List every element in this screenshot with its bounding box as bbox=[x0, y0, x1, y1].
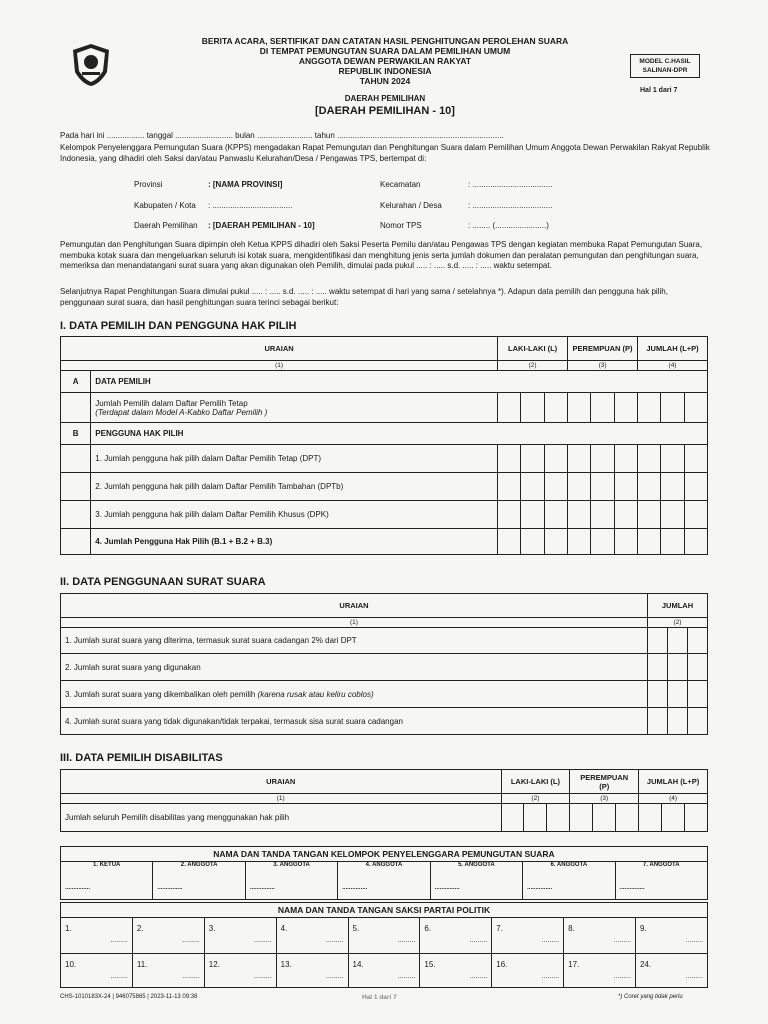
s1-b-code: B bbox=[61, 423, 91, 445]
s1-num-4: (4) bbox=[638, 361, 708, 371]
s1-a-spacer bbox=[61, 393, 91, 423]
s2-col-uraian: URAIAN bbox=[61, 594, 648, 618]
s3-col-perempuan: PEREMPUAN (P) bbox=[570, 770, 639, 794]
kpps-signature-table bbox=[60, 846, 708, 900]
kpps-sign-anggota-7[interactable] bbox=[615, 862, 707, 900]
s1-b4-box[interactable] bbox=[544, 529, 567, 555]
section-1-title: I. DATA PEMILIH DAN PENGGUNA HAK PILIH bbox=[60, 320, 297, 332]
s1-a-row1 bbox=[91, 393, 498, 423]
saksi-dots: ......... bbox=[541, 973, 560, 980]
s1-b1-box[interactable] bbox=[591, 445, 614, 473]
s1-b3-box[interactable] bbox=[568, 501, 591, 529]
kpps-role: 1. KETUA bbox=[93, 862, 121, 868]
s1-num-3: (3) bbox=[568, 361, 638, 371]
s1-b3-box[interactable] bbox=[544, 501, 567, 529]
s2-row3 bbox=[61, 681, 648, 708]
s1-b3-box[interactable] bbox=[498, 501, 521, 529]
s2-r2-box[interactable] bbox=[668, 654, 688, 681]
s1-b-spacer-1 bbox=[61, 445, 91, 473]
saksi-dots: ......... bbox=[541, 937, 560, 944]
s2-r4-box[interactable] bbox=[688, 708, 708, 735]
footer-code: CHS-1010183X-24 | 946075865 | 2023-11-13 09:38 bbox=[60, 994, 198, 1000]
kpps-role: 2. ANGGOTA bbox=[180, 862, 218, 868]
saksi-dots: ......... bbox=[254, 973, 272, 980]
footer-note: *) Coret yang tidak perlu bbox=[618, 994, 683, 1000]
s1-b1-box[interactable] bbox=[568, 445, 591, 473]
saksi-sign-cell[interactable] bbox=[564, 918, 636, 954]
s1-b-spacer-4 bbox=[61, 529, 91, 555]
saksi-number: 5. bbox=[352, 924, 360, 933]
s1-a-row1-note: (Terdapat dalam Model A-Kabko Daftar Pemilih ) bbox=[95, 407, 268, 417]
s2-r1-box[interactable] bbox=[648, 628, 668, 654]
kpps-dots: ............... bbox=[249, 885, 275, 891]
saksi-dots: ......... bbox=[613, 937, 631, 944]
model-line-2: SALINAN-DPR bbox=[642, 67, 688, 74]
saksi-number: 11. bbox=[136, 960, 148, 969]
body-paragraph-2: Selanjutnya Rapat Penghitungan Suara dimulai pukul ..... : ..... s.d. ..... : ..... waktu setempat di hari yang sama / setelahnya *). Adapun data pemilih dan pengguna hak pilih, penggunaan surat suara, dan hasil penghitungan suara terinci sebagai berikut: bbox=[60, 287, 668, 307]
model-line-1: MODEL C.HASIL bbox=[639, 58, 691, 65]
intro-date-line: Pada hari ini ................. tanggal .......................... bulan ......................... tahun ........................................................................... bbox=[60, 131, 504, 140]
saksi-dots: ......... bbox=[325, 937, 344, 944]
header-line-1: BERITA ACARA, SERTIFIKAT DAN CATATAN HASIL PENGHITUNGAN PEROLEHAN SUARA bbox=[201, 36, 569, 46]
s3-col-laki: LAKI-LAKI (L) bbox=[501, 770, 570, 794]
saksi-sign-cell[interactable] bbox=[348, 954, 420, 988]
s2-col-jumlah: JUMLAH bbox=[648, 594, 708, 618]
saksi-sign-cell[interactable] bbox=[492, 954, 564, 988]
s1-b4-box[interactable] bbox=[498, 529, 521, 555]
s2-r3-box[interactable] bbox=[668, 681, 688, 708]
tps-label: Nomor TPS bbox=[380, 221, 422, 230]
saksi-number: 2. bbox=[136, 924, 144, 933]
s1-b2-box[interactable] bbox=[544, 473, 567, 501]
saksi-number: 10. bbox=[65, 960, 77, 969]
s1-b4-box[interactable] bbox=[521, 529, 544, 555]
kabupaten-label: Kabupaten / Kota bbox=[134, 201, 196, 210]
s2-row3-label: 3. Jumlah surat suara yang dikembalikan oleh pemilih bbox=[65, 689, 258, 699]
s1-b1-box[interactable] bbox=[661, 445, 684, 473]
s1-b1-box[interactable] bbox=[684, 445, 707, 473]
s1-b3-box[interactable] bbox=[591, 501, 614, 529]
saksi-sign-cell[interactable] bbox=[132, 954, 204, 988]
s1-b2-box[interactable] bbox=[614, 473, 637, 501]
kpps-dots: ............... bbox=[527, 885, 553, 891]
s1-b4-box[interactable] bbox=[638, 529, 661, 555]
s2-r1-box[interactable] bbox=[668, 628, 688, 654]
saksi-number: 3. bbox=[208, 924, 216, 933]
s1-b2-box[interactable] bbox=[661, 473, 684, 501]
saksi-number: 12. bbox=[208, 960, 220, 969]
header-line-5: TAHUN 2024 bbox=[359, 76, 411, 86]
s1-b2-box[interactable] bbox=[684, 473, 707, 501]
saksi-number: 16. bbox=[496, 960, 508, 969]
kpps-title: NAMA DAN TANDA TANGAN KELOMPOK PENYELENGGARA PEMUNGUTAN SUARA bbox=[61, 847, 708, 862]
s1-a-l-3[interactable] bbox=[544, 393, 567, 423]
saksi-number: 13. bbox=[280, 960, 292, 969]
section-2-title: II. DATA PENGGUNAAN SURAT SUARA bbox=[60, 576, 266, 588]
s3-box[interactable] bbox=[524, 804, 547, 832]
kpps-role: 3. ANGGOTA bbox=[273, 862, 310, 868]
saksi-number: 24. bbox=[640, 960, 652, 969]
kecamatan-label: Kecamatan bbox=[380, 180, 421, 189]
s1-a-row1-label: Jumlah Pemilih dalam Daftar Pemilih Tetap bbox=[95, 398, 248, 408]
kpps-role: 5. ANGGOTA bbox=[458, 862, 495, 868]
dapil-value: [DAERAH PEMILIHAN - 10] bbox=[315, 105, 455, 117]
s1-num-2: (2) bbox=[498, 361, 568, 371]
saksi-number: 8. bbox=[568, 924, 575, 933]
saksi-sign-cell[interactable] bbox=[636, 918, 708, 954]
saksi-sign-cell[interactable] bbox=[636, 954, 708, 988]
s3-box[interactable] bbox=[570, 804, 593, 832]
kelurahan-value: : .................................... bbox=[468, 201, 553, 210]
section-2-table bbox=[60, 593, 708, 735]
section-3-title: III. DATA PEMILIH DISABILITAS bbox=[60, 752, 223, 764]
s1-b1-box[interactable] bbox=[498, 445, 521, 473]
saksi-number: 4. bbox=[280, 924, 288, 933]
s1-b4-box[interactable] bbox=[614, 529, 637, 555]
kelurahan-label: Kelurahan / Desa bbox=[380, 201, 442, 210]
tps-value: : ........ (.......................) bbox=[468, 221, 549, 230]
s1-b2-box[interactable] bbox=[638, 473, 661, 501]
s1-b-title: PENGGUNA HAK PILIH bbox=[91, 423, 708, 445]
s3-num-1: (1) bbox=[61, 794, 502, 804]
saksi-dots: ......... bbox=[685, 937, 703, 944]
s3-col-jumlah: JUMLAH (L+P) bbox=[639, 770, 708, 794]
s1-col-uraian: URAIAN bbox=[61, 337, 498, 361]
header-line-4: REPUBLIK INDONESIA bbox=[338, 66, 432, 76]
s2-r1-box[interactable] bbox=[688, 628, 708, 654]
s1-b1-box[interactable] bbox=[544, 445, 567, 473]
s2-row1: 1. Jumlah surat suara yang diterima, termasuk surat suara cadangan 2% dari DPT bbox=[61, 628, 648, 654]
saksi-number: 9. bbox=[640, 924, 647, 933]
kpps-dots: ............... bbox=[157, 885, 183, 891]
page-indicator: Hal 1 dari 7 bbox=[640, 87, 678, 94]
section-1-table bbox=[60, 336, 708, 555]
s1-a-l-1[interactable] bbox=[498, 393, 521, 423]
s2-r3-box[interactable] bbox=[688, 681, 708, 708]
s2-r4-box[interactable] bbox=[648, 708, 668, 735]
saksi-sign-cell[interactable] bbox=[132, 918, 204, 954]
s3-box[interactable] bbox=[501, 804, 524, 832]
footer-page: Hal 1 dari 7 bbox=[362, 994, 397, 1001]
saksi-sign-cell[interactable] bbox=[276, 918, 348, 954]
dapil-label: DAERAH PEMILIHAN bbox=[344, 94, 426, 103]
s1-a-j-3[interactable] bbox=[684, 393, 707, 423]
s1-b3-box[interactable] bbox=[614, 501, 637, 529]
saksi-title: NAMA DAN TANDA TANGAN SAKSI PARTAI POLITIK bbox=[61, 903, 708, 918]
s2-row4: 4. Jumlah surat suara yang tidak digunakan/tidak terpakai, termasuk sisa surat suara cadangan bbox=[61, 708, 648, 735]
saksi-dots: ......... bbox=[397, 973, 416, 980]
s1-b-spacer-2 bbox=[61, 473, 91, 501]
saksi-sign-cell[interactable] bbox=[204, 954, 276, 988]
saksi-dots: ......... bbox=[110, 937, 128, 944]
kecamatan-value: : .................................... bbox=[468, 180, 553, 189]
s3-box[interactable] bbox=[685, 804, 708, 832]
section-3-table bbox=[60, 769, 708, 832]
s3-num-2: (2) bbox=[501, 794, 570, 804]
s1-b3-box[interactable] bbox=[684, 501, 707, 529]
saksi-dots: ......... bbox=[397, 937, 416, 944]
saksi-sign-cell[interactable] bbox=[564, 954, 636, 988]
s3-col-uraian: URAIAN bbox=[61, 770, 502, 794]
s1-b-row1: 1. Jumlah pengguna hak pilih dalam Daftar Pemilih Tetap (DPT) bbox=[91, 445, 498, 473]
s1-num-1: (1) bbox=[61, 361, 498, 371]
saksi-dots: ......... bbox=[469, 937, 488, 944]
kpps-sign-anggota-6[interactable] bbox=[523, 862, 615, 900]
kpps-role: 6. ANGGOTA bbox=[550, 862, 588, 868]
saksi-dots: ......... bbox=[182, 973, 200, 980]
s3-row1: Jumlah seluruh Pemilih disabilitas yang menggunakan hak pilih bbox=[61, 804, 502, 832]
kpps-dots: ............... bbox=[434, 885, 460, 891]
saksi-sign-cell[interactable] bbox=[492, 918, 564, 954]
s1-b-row2: 2. Jumlah pengguna hak pilih dalam Daftar Pemilih Tambahan (DPTb) bbox=[91, 473, 498, 501]
saksi-dots: ......... bbox=[469, 973, 488, 980]
s1-a-j-1[interactable] bbox=[638, 393, 661, 423]
saksi-number: 15. bbox=[424, 960, 436, 969]
s1-col-perempuan: PEREMPUAN (P) bbox=[568, 337, 638, 361]
s2-r3-box[interactable] bbox=[648, 681, 668, 708]
saksi-number: 7. bbox=[496, 924, 503, 933]
saksi-signature-table bbox=[60, 902, 708, 988]
kpps-dots: ............... bbox=[619, 885, 645, 891]
header-title bbox=[150, 36, 620, 86]
s1-b2-box[interactable] bbox=[498, 473, 521, 501]
s3-box[interactable] bbox=[639, 804, 662, 832]
s1-b4-box[interactable] bbox=[661, 529, 684, 555]
s1-b2-box[interactable] bbox=[521, 473, 544, 501]
s1-col-jumlah: JUMLAH (L+P) bbox=[638, 337, 708, 361]
dapil-row-value: : [DAERAH PEMILIHAN - 10] bbox=[208, 221, 315, 230]
saksi-sign-cell[interactable] bbox=[61, 954, 133, 988]
header-line-2: DI TEMPAT PEMUNGUTAN SUARA DALAM PEMILIHAN UMUM bbox=[259, 46, 511, 56]
s3-box[interactable] bbox=[662, 804, 685, 832]
kpps-sign-anggota-5[interactable] bbox=[430, 862, 522, 900]
s1-b3-box[interactable] bbox=[638, 501, 661, 529]
s1-a-p-1[interactable] bbox=[568, 393, 591, 423]
s3-num-3: (3) bbox=[570, 794, 639, 804]
kpps-sign-anggota-2[interactable] bbox=[153, 862, 245, 900]
saksi-dots: ......... bbox=[110, 973, 128, 980]
s2-r4-box[interactable] bbox=[668, 708, 688, 735]
provinsi-label: Provinsi bbox=[134, 180, 163, 189]
s1-b3-box[interactable] bbox=[661, 501, 684, 529]
kpps-sign-anggota-4[interactable] bbox=[338, 862, 430, 900]
s1-a-title: DATA PEMILIH bbox=[91, 371, 708, 393]
kabupaten-value: : .................................... bbox=[208, 201, 293, 210]
saksi-sign-cell[interactable] bbox=[348, 918, 420, 954]
s1-a-p-3[interactable] bbox=[614, 393, 637, 423]
kpps-role: 4. ANGGOTA bbox=[365, 862, 403, 868]
saksi-number: 1. bbox=[65, 924, 72, 933]
saksi-sign-cell[interactable] bbox=[61, 918, 133, 954]
s1-b-row4: 4. Jumlah Pengguna Hak Pilih (B.1 + B.2 + B.3) bbox=[91, 529, 498, 555]
kpps-sign-ketua[interactable] bbox=[61, 862, 153, 900]
saksi-sign-cell[interactable] bbox=[276, 954, 348, 988]
s2-num-2: (2) bbox=[648, 618, 708, 628]
saksi-dots: ......... bbox=[685, 973, 703, 980]
s1-col-laki: LAKI-LAKI (L) bbox=[498, 337, 568, 361]
saksi-number: 6. bbox=[424, 924, 432, 933]
saksi-dots: ......... bbox=[254, 937, 272, 944]
model-badge bbox=[630, 54, 700, 78]
s2-row3-note: (karena rusak atau keliru coblos) bbox=[257, 689, 374, 699]
s1-a-code: A bbox=[61, 371, 91, 393]
kpu-emblem-icon bbox=[70, 42, 112, 88]
s1-b1-box[interactable] bbox=[638, 445, 661, 473]
s3-box[interactable] bbox=[616, 804, 639, 832]
s2-r2-box[interactable] bbox=[688, 654, 708, 681]
body-paragraph-1: Pemungutan dan Penghitungan Suara dipimpin oleh Ketua KPPS dihadiri oleh Saksi Peserta Pemilu dan/atau Pengawas TPS dengan kegiatan membuka Rapat Pemungutan Suara, membuka kotak suara dan mengeluarkan seluruh isi kotak suara, mengidentifikasi dan menghitung jenis serta jumlah dokumen dan peralatan pemungutan dan penghitungan suara, memeriksa dan menandatangani surat suara yang akan digunakan oleh Pemilih, dimulai pada pukul ..... : ..... s.d. ..... : ..... waktu setempat. bbox=[60, 240, 703, 270]
dapil-row-label: Daerah Pemilihan bbox=[134, 221, 198, 230]
saksi-number: 17. bbox=[568, 960, 580, 969]
s1-b4-box[interactable] bbox=[591, 529, 614, 555]
s1-b-spacer-3 bbox=[61, 501, 91, 529]
s2-r2-box[interactable] bbox=[648, 654, 668, 681]
s1-b1-box[interactable] bbox=[521, 445, 544, 473]
intro-text: Kelompok Penyelenggara Pemungutan Suara (KPPS) mengadakan Rapat Pemungutan dan Penghitungan Suara dalam Pemilihan Umum Anggota Dewan Perwakilan Rakyat Republik Indonesia, yang dihadiri oleh Saksi dan/atau Panwaslu Kelurahan/Desa / Pengawas TPS, bertempat di: bbox=[60, 143, 710, 163]
kpps-sign-anggota-3[interactable] bbox=[245, 862, 337, 900]
s3-box[interactable] bbox=[593, 804, 616, 832]
s2-row2: 2. Jumlah surat suara yang digunakan bbox=[61, 654, 648, 681]
saksi-number: 14. bbox=[352, 960, 364, 969]
s1-a-j-2[interactable] bbox=[661, 393, 684, 423]
saksi-dots: ......... bbox=[182, 937, 200, 944]
header-line-3: ANGGOTA DEWAN PERWAKILAN RAKYAT bbox=[298, 56, 472, 66]
s1-b2-box[interactable] bbox=[591, 473, 614, 501]
saksi-dots: ......... bbox=[325, 973, 344, 980]
s3-num-4: (4) bbox=[639, 794, 708, 804]
s3-box[interactable] bbox=[547, 804, 570, 832]
s1-b2-box[interactable] bbox=[568, 473, 591, 501]
saksi-sign-cell[interactable] bbox=[204, 918, 276, 954]
s1-b4-box[interactable] bbox=[684, 529, 707, 555]
saksi-dots: ......... bbox=[613, 973, 631, 980]
s1-b-row3: 3. Jumlah pengguna hak pilih dalam Daftar Pemilih Khusus (DPK) bbox=[91, 501, 498, 529]
saksi-sign-cell[interactable] bbox=[420, 954, 492, 988]
s1-b4-box[interactable] bbox=[568, 529, 591, 555]
s1-a-p-2[interactable] bbox=[591, 393, 614, 423]
s1-b1-box[interactable] bbox=[614, 445, 637, 473]
s2-num-1: (1) bbox=[61, 618, 648, 628]
kpps-dots: ............... bbox=[342, 885, 368, 891]
s1-b3-box[interactable] bbox=[521, 501, 544, 529]
provinsi-value: : [NAMA PROVINSI] bbox=[208, 180, 283, 189]
s1-a-l-2[interactable] bbox=[521, 393, 544, 423]
saksi-sign-cell[interactable] bbox=[420, 918, 492, 954]
kpps-role: 7. ANGGOTA bbox=[642, 862, 680, 868]
kpps-dots: ............... bbox=[65, 885, 91, 891]
